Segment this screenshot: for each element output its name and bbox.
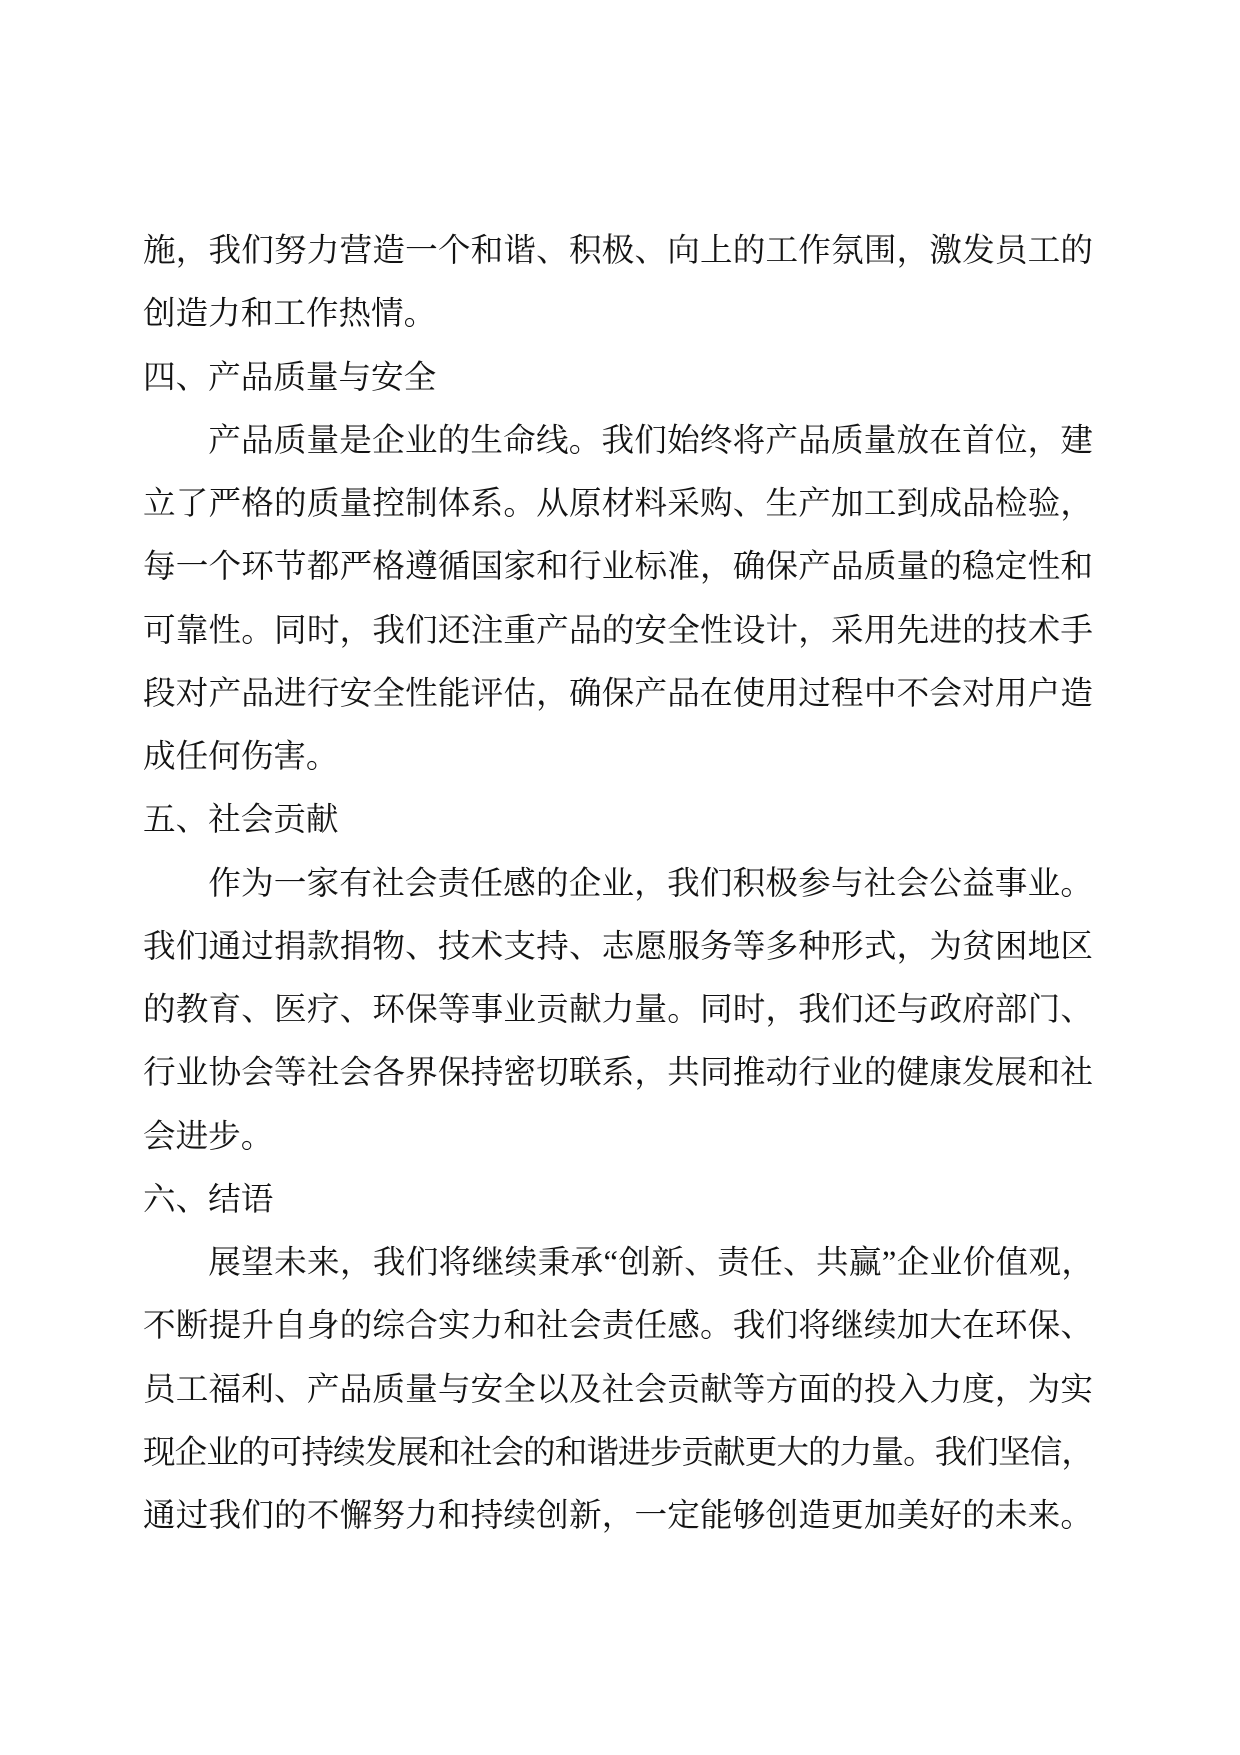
text-content bbox=[143, 220, 1093, 1548]
text-line: 每一个环节都严格遵循国家和行业标准，确保产品质量的稳定性和 bbox=[143, 549, 1093, 586]
text-line: 行业协会等社会各界保持密切联系，共同推动行业的健康发展和社 bbox=[143, 1055, 1093, 1092]
text-line: 施，我们努力营造一个和谐、积极、向上的工作氛围，激发员工的 bbox=[143, 233, 1093, 269]
text-line: 展望未来，我们将继续秉承“创新、责任、共赢”企业价值观， bbox=[208, 1245, 1093, 1281]
text-line: 现企业的可持续发展和社会的和谐进步贡献更大的力量。我们坚信， bbox=[143, 1434, 1093, 1471]
section-heading-4: 四、产品质量与安全 bbox=[143, 359, 437, 396]
section-heading-5: 五、社会贡献 bbox=[143, 802, 339, 839]
text-line: 立了严格的质量控制体系。从原材料采购、生产加工到成品检验， bbox=[143, 486, 1093, 522]
text-line: 作为一家有社会责任感的企业，我们积极参与社会公益事业。 bbox=[208, 865, 1093, 902]
text-line: 的教育、医疗、环保等事业贡献力量。同时，我们还与政府部门、 bbox=[143, 992, 1093, 1028]
text-line: 会进步。 bbox=[143, 1118, 274, 1155]
text-line: 可靠性。同时，我们还注重产品的安全性设计，采用先进的技术手 bbox=[143, 612, 1093, 649]
text-line: 段对产品进行安全性能评估，确保产品在使用过程中不会对用户造 bbox=[143, 675, 1093, 712]
section-heading-6: 六、结语 bbox=[143, 1181, 274, 1218]
paragraph-conclusion bbox=[143, 1232, 1093, 1548]
text-line: 员工福利、产品质量与安全以及社会贡献等方面的投入力度，为实 bbox=[143, 1371, 1093, 1408]
text-line: 创造力和工作热情。 bbox=[143, 296, 437, 333]
text-line: 产品质量是企业的生命线。我们始终将产品质量放在首位，建 bbox=[208, 422, 1093, 459]
text-line: 不断提升自身的综合实力和社会责任感。我们将继续加大在环保、 bbox=[143, 1308, 1093, 1345]
paragraph-social-contribution bbox=[143, 853, 1093, 1169]
paragraph-continuation-employee-care bbox=[143, 220, 1093, 347]
text-line: 通过我们的不懈努力和持续创新，一定能够创造更加美好的未来。 bbox=[143, 1498, 1093, 1534]
paragraph-product-quality bbox=[143, 410, 1093, 790]
text-line: 我们通过捐款捐物、技术支持、志愿服务等多种形式，为贫困地区 bbox=[143, 928, 1093, 965]
text-line: 成任何伤害。 bbox=[143, 739, 339, 775]
